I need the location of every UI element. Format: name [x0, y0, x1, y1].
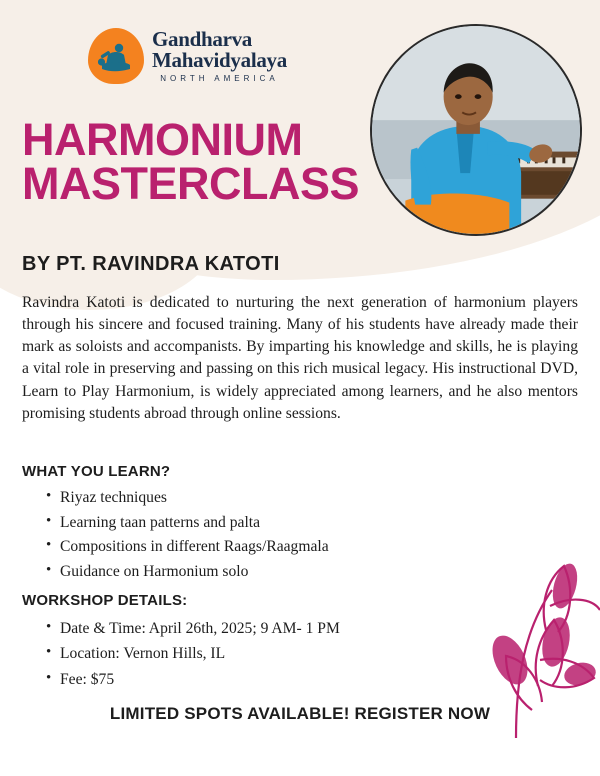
logo-line-3: NORTH AMERICA	[160, 73, 279, 83]
byline: BY PT. RAVINDRA KATOTI	[22, 253, 280, 275]
title-line-2: MASTERCLASS	[22, 158, 360, 210]
what-you-learn-heading: WHAT YOU LEARN?	[22, 463, 171, 480]
seated-musician-icon	[88, 28, 144, 84]
biography-paragraph: Ravindra Katoti is dedicated to nurturing the next generation of harmonium players through his sincere and focused training. Many of his students have already made their mark as soloists and accompanists. By imparting his knowledge and skills, he is playing a vital role in preserving and passing on this rich musical legacy. His instructional DVD, Learn to Play Harmonium, is widely appreciated among learners, and he also mentors promising students abroad through online sessions.	[22, 294, 578, 422]
list-item: • Learning taan patterns and palta	[46, 511, 329, 535]
logo-line-2: Mahavidyalaya	[152, 48, 287, 73]
artist-photo	[370, 24, 582, 236]
list-item: • Compositions in different Raags/Raagmala	[46, 535, 329, 559]
workshop-details-heading: WORKSHOP DETAILS:	[22, 592, 188, 609]
organization-logo	[88, 28, 287, 84]
what-you-learn-list	[46, 486, 329, 585]
list-item: • Date & Time: April 26th, 2025; 9 AM- 1 PM	[46, 616, 340, 641]
artist-photo-illustration	[372, 26, 580, 234]
list-item: • Location: Vernon Hills, IL	[46, 641, 340, 666]
title-line-1: HARMONIUM	[22, 114, 303, 165]
workshop-details-list	[46, 616, 340, 692]
poster-title	[22, 114, 382, 210]
list-item: • Fee: $75	[46, 667, 340, 692]
list-item: • Guidance on Harmonium solo	[46, 560, 329, 584]
logo-line-1: Gandharva	[152, 27, 252, 52]
limited-spots-callout: LIMITED SPOTS AVAILABLE! REGISTER NOW	[109, 704, 491, 723]
list-item: • Riyaz techniques	[46, 486, 329, 510]
